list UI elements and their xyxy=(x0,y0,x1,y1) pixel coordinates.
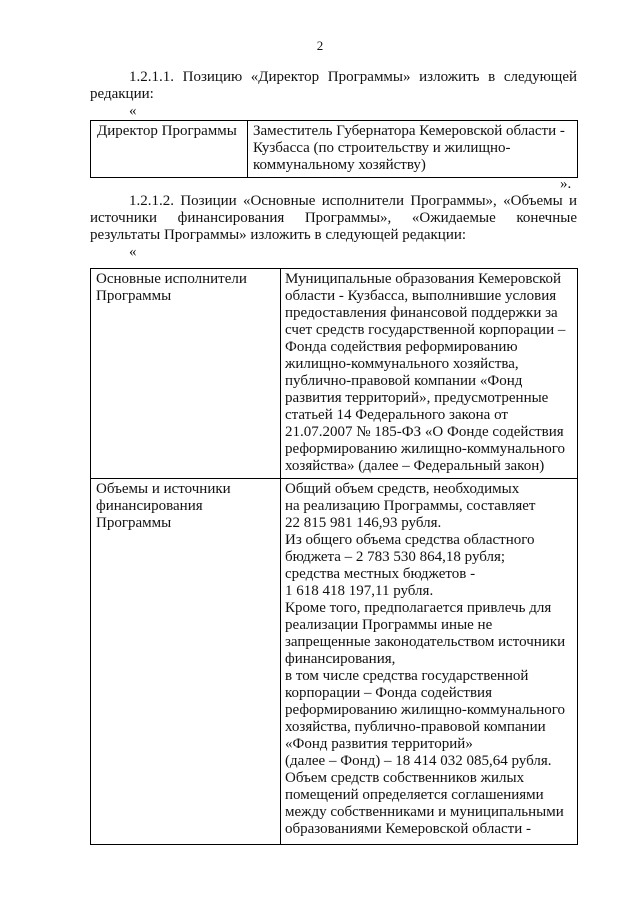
paragraph-2-line-1: 1.2.1.2. Позиции «Основные исполнители Программы», «Объемы и xyxy=(129,193,578,209)
opening-quote-2: « xyxy=(129,244,137,260)
opening-quote-1: « xyxy=(129,103,137,119)
table-cell-value: Заместитель Губернатора Кемеровской области - Кузбасса (по строительству и жилищно- коммунальному хозяйству) xyxy=(248,121,578,178)
page-number: 2 xyxy=(316,38,324,53)
table-row xyxy=(91,269,578,479)
clause-number: 1.2.1.1. xyxy=(129,69,174,85)
paragraph-1-line-2: редакции: xyxy=(90,86,154,102)
program-passport-table xyxy=(90,268,578,845)
paragraph-2-line-2: источники финансирования Программы», «Ожидаемые конечные xyxy=(90,210,577,226)
paragraph-1-line-1: 1.2.1.1. Позицию «Директор Программы» изложить в следующей xyxy=(129,69,578,85)
table-row xyxy=(91,479,578,845)
table-cell-label: Объемы и источники финансирования Программы xyxy=(91,479,281,845)
table-row xyxy=(91,121,578,178)
table-cell-value: Муниципальные образования Кемеровской области - Кузбасса, выполнившие условия предоставления финансовой поддержки за счет средств государственной корпорации – Фонда содействия реформированию жилищно-коммунального хозяйства, публично-правовой компании «Фонд развития территорий», предусмотренные статьей 14 Федерального закона от 21.07.2007 № 185-ФЗ «О Фонде содействия реформированию жилищно-коммунального хозяйства» (далее – Федеральный закон) xyxy=(281,269,578,479)
table-cell-label: Основные исполнители Программы xyxy=(91,269,281,479)
clause-number: 1.2.1.2. xyxy=(129,193,174,209)
closing-quote-1: ». xyxy=(560,176,572,192)
table-cell-label: Директор Программы xyxy=(91,121,248,178)
table-cell-value: Общий объем средств, необходимых на реализацию Программы, составляет 22 815 981 146,93 рубля. Из общего объема средства областного бюджета – 2 783 530 864,18 рубля; средства местных бюджетов - 1 618 418 197,11 рубля. Кроме того, предполагается привлечь для реализации Программы иные не запрещенные законодательством источники финансирования, в том числе средства государственной корпорации – Фонда содействия реформированию жилищно-коммунального хозяйства, публично-правовой компании «Фонд развития территорий» (далее – Фонд) – 18 414 032 085,64 рубля. Объем средств собственников жилых помещений определяется соглашениями между собственниками и муниципальными образованиями Кемеровской области - xyxy=(281,479,578,845)
director-table xyxy=(90,120,578,178)
paragraph-2-line-3: результаты Программы» изложить в следующей редакции: xyxy=(90,227,467,243)
